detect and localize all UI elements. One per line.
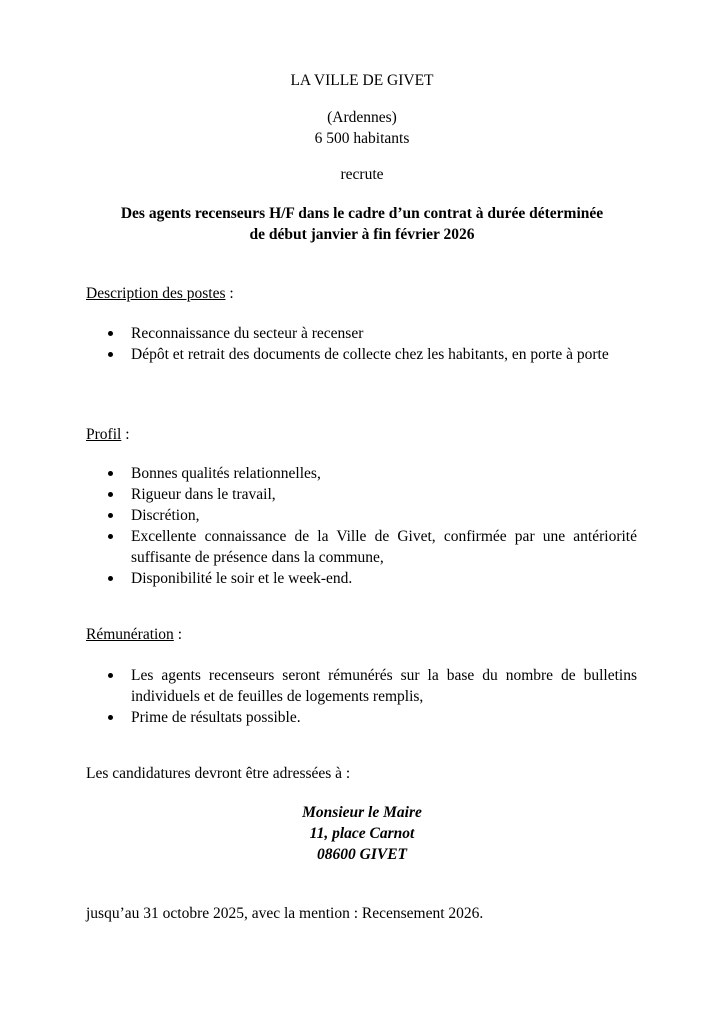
list-item-text: Prime de résultats possible. bbox=[131, 709, 301, 726]
list-item-text: Discrétion, bbox=[131, 507, 200, 524]
list-item-text: Excellente connaissance de la Ville de Givet, confirmée par une antériorité suffisante de présence dans la commune, bbox=[131, 528, 637, 566]
list-item bbox=[108, 505, 637, 526]
list-item-text: Disponibilité le soir et le week-end. bbox=[131, 570, 353, 587]
list-item-text: Reconnaissance du secteur à recenser bbox=[131, 325, 364, 342]
recruit-label: recrute bbox=[340, 166, 384, 183]
remuneration-heading-title: Rémunération bbox=[86, 626, 174, 643]
list-item bbox=[108, 484, 637, 505]
remuneration-list bbox=[108, 665, 637, 728]
bullet-icon bbox=[108, 331, 113, 336]
address-street: 11, place Carnot bbox=[309, 825, 415, 842]
profil-heading-colon: : bbox=[121, 426, 130, 443]
headline-line-1: Des agents recenseurs H/F dans le cadre d’un contrat à durée déterminée bbox=[120, 205, 604, 222]
bullet-icon bbox=[108, 534, 113, 539]
city-title: LA VILLE DE GIVET bbox=[290, 72, 434, 89]
description-list bbox=[108, 323, 637, 365]
bullet-icon bbox=[108, 673, 113, 678]
bullet-icon bbox=[108, 576, 113, 581]
profil-list bbox=[108, 463, 637, 589]
address-city: 08600 GIVET bbox=[317, 846, 407, 863]
remuneration-heading bbox=[86, 626, 182, 644]
list-item bbox=[108, 665, 637, 707]
bullet-icon bbox=[108, 513, 113, 518]
list-item-text: Bonnes qualités relationnelles, bbox=[131, 465, 321, 482]
address-recipient: Monsieur le Maire bbox=[302, 804, 422, 821]
population-label: 6 500 habitants bbox=[314, 130, 410, 147]
profil-heading-title: Profil bbox=[86, 426, 122, 443]
description-heading-title: Description des postes bbox=[86, 285, 226, 302]
list-item bbox=[108, 568, 637, 589]
description-heading-colon: : bbox=[225, 285, 234, 302]
candidature-intro: Les candidatures devront être adressées à : bbox=[86, 765, 351, 782]
list-item-text: Rigueur dans le travail, bbox=[131, 486, 276, 503]
list-item bbox=[108, 526, 637, 568]
list-item-text: Les agents recenseurs seront rémunérés sur la base du nombre de bulletins individuels et de feuilles de logements remplis, bbox=[131, 667, 637, 705]
list-item bbox=[108, 344, 637, 365]
list-item bbox=[108, 707, 637, 728]
description-heading bbox=[86, 285, 234, 303]
profil-heading bbox=[86, 426, 130, 444]
region-label: (Ardennes) bbox=[327, 109, 397, 126]
bullet-icon bbox=[108, 352, 113, 357]
list-item bbox=[108, 323, 637, 344]
headline-line-2: de début janvier à fin février 2026 bbox=[249, 226, 475, 243]
list-item-text: Dépôt et retrait des documents de collecte chez les habitants, en porte à porte bbox=[131, 346, 609, 363]
deadline-text: jusqu’au 31 octobre 2025, avec la mention : Recensement 2026. bbox=[86, 905, 484, 922]
list-item bbox=[108, 463, 637, 484]
bullet-icon bbox=[108, 471, 113, 476]
bullet-icon bbox=[108, 715, 113, 720]
remuneration-heading-colon: : bbox=[173, 626, 182, 643]
bullet-icon bbox=[108, 492, 113, 497]
